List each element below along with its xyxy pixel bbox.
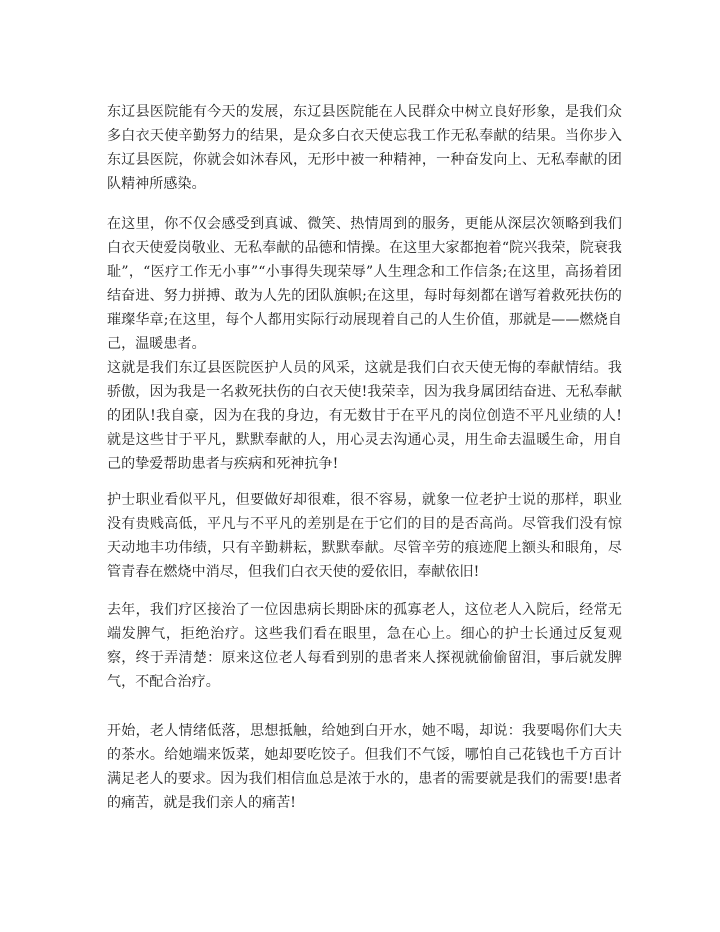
paragraph-3: 这就是我们东辽县医院医护人员的风采，这就是我们白衣天使无悔的奉献情结。我骄傲，因为我是一名救死扶伤的白衣天使!我荣幸，因为我身属团结奋进、无私奉献的团队!我自豪，因为在我的身边，有无数甘于在平凡的岗位创造不平凡业绩的人!就是这些甘于平凡，默默奉献的人，用心灵去沟通心灵，用生命去温暖生命，用自己的挚爱帮助患者与疾病和死神抗争! — [107, 360, 622, 472]
paragraph-2: 在这里，你不仅会感受到真诚、微笑、热情周到的服务，更能从深层次领略到我们白衣天使爱岗敬业、无私奉献的品德和情操。在这里大家都抱着“院兴我荣，院衰我耻”，“医疗工作无小事”“小事得失现荣辱”人生理念和工作信条;在这里，高扬着团结奋进、努力拼搏、敢为人先的团队旗帜;在这里，每时每刻都在谱写着救死扶伤的璀璨华章;在这里，每个人都用实际行动展现着自己的人生价值，那就是——燃烧自己，温暖患者。 — [107, 216, 622, 352]
paragraph-4: 护士职业看似平凡，但要做好却很难，很不容易，就象一位老护士说的那样，职业没有贵贱高低，平凡与不平凡的差别是在于它们的目的是否高尚。尽管我们没有惊天动地丰功伟绩，只有辛勤耕耘，默默奉献。尽管辛劳的痕迹爬上额头和眼角，尽管青春在燃烧中消尽，但我们白衣天使的爱依旧，奉献依旧! — [107, 492, 622, 580]
paragraph-1: 东辽县医院能有今天的发展，东辽县医院能在人民群众中树立良好形象，是我们众多白衣天使辛勤努力的结果，是众多白衣天使忘我工作无私奉献的结果。当你步入东辽县医院，你就会如沐春风，无形中被一种精神，一种奋发向上、无私奉献的团队精神所感染。 — [107, 104, 622, 192]
paragraph-5: 去年，我们疗区接治了一位因患病长期卧床的孤寡老人，这位老人入院后，经常无端发脾气，拒绝治疗。这些我们看在眼里，急在心上。细心的护士长通过反复观察，终于弄清楚：原来这位老人每看到别的患者来人探视就偷偷留泪，事后就发脾气，不配合治疗。 — [107, 602, 622, 690]
paragraph-6: 开始，老人情绪低落，思想抵触，给她到白开水，她不喝，却说：我要喝你们大夫的茶水。给她端来饭菜，她却要吃饺子。但我们不气馁，哪怕自己花钱也千方百计满足老人的要求。因为我们相信血总是浓于水的，患者的需要就是我们的需要!患者的痛苦，就是我们亲人的痛苦! — [107, 723, 622, 811]
